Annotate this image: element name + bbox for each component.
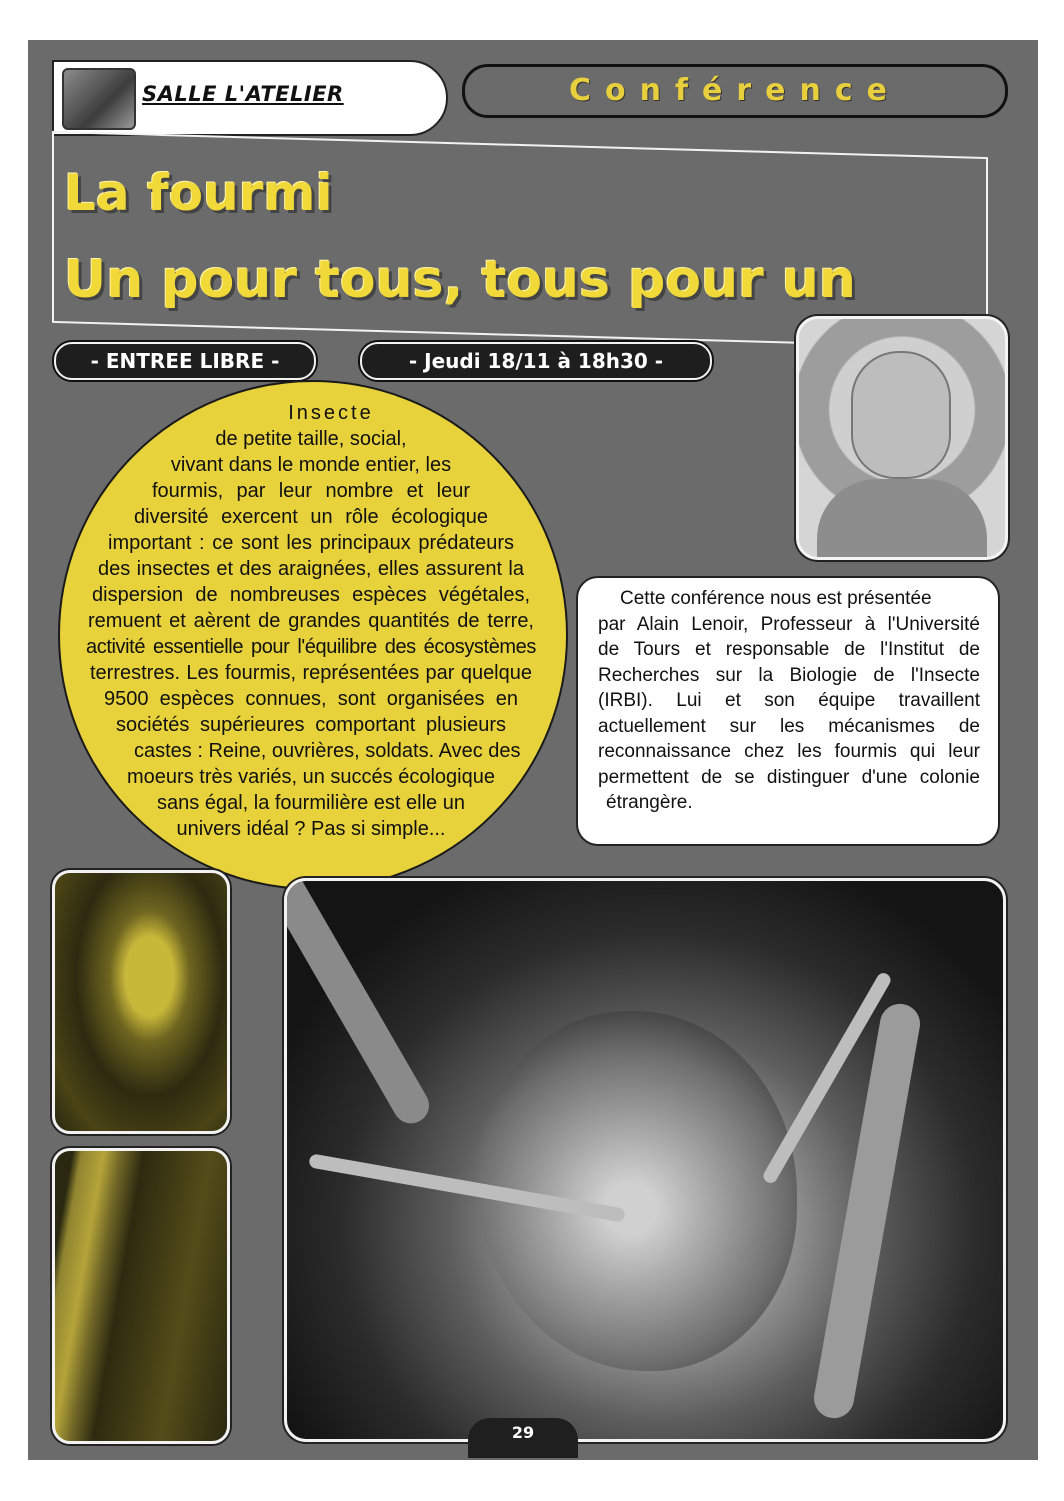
venue-label: SALLE L'ATELIER	[142, 82, 344, 106]
intro-line: castes : Reine, ouvrières, soldats. Avec des	[134, 740, 521, 762]
ant-on-branch-photo	[52, 1148, 230, 1444]
intro-line: important : ce sont les principaux prédateurs	[108, 532, 514, 554]
speaker-portrait	[796, 316, 1008, 560]
speaker-line: par Alain Lenoir, Professeur à l'Université	[598, 613, 980, 635]
intro-line: fourmis, par leur nombre et leur	[152, 480, 470, 502]
intro-line: vivant dans le monde entier, les	[170, 454, 452, 476]
intro-line: remuent et aèrent de grandes quantités de terre,	[88, 610, 534, 632]
speaker-line: de Tours et responsable de l'Institut de	[598, 639, 980, 660]
intro-line: dispersion de nombreuses espèces végétales,	[92, 584, 530, 606]
leafcutter-ant-photo	[52, 870, 230, 1134]
intro-line: des insectes et des araignées, elles assurent la	[98, 558, 524, 580]
speaker-line: (IRBI). Lui et son équipe travaillent	[598, 690, 980, 711]
venue-tab	[52, 60, 448, 136]
intro-line: univers idéal ? Pas si simple...	[176, 818, 446, 840]
intro-text	[86, 400, 536, 842]
speaker-line: Recherches sur la Biologie de l'Insecte	[598, 664, 980, 686]
portrait-shoulders	[817, 479, 987, 560]
ant-leg	[284, 878, 436, 1130]
category-label: Conférence	[568, 73, 901, 108]
speaker-line: étrangère.	[606, 792, 693, 813]
intro-line: diversité exercent un rôle écologique	[134, 506, 488, 528]
speaker-line: Cette conférence nous est présentée	[620, 588, 932, 609]
intro-line: de petite taille, social,	[215, 428, 407, 450]
page-number: 29	[468, 1418, 578, 1458]
intro-line: moeurs très variés, un succés écologique	[127, 766, 495, 788]
date-badge: - Jeudi 18/11 à 18h30 -	[360, 342, 712, 380]
speaker-line: reconnaissance chez les fourmis qui leur	[598, 741, 980, 762]
page-title: La fourmi	[64, 164, 333, 222]
speaker-text	[598, 586, 980, 816]
intro-line: activité essentielle pour l'équilibre des écosystèmes	[86, 636, 536, 658]
intro-line: sans égal, la fourmilière est elle un	[157, 792, 465, 814]
entry-badge: - ENTREE LIBRE -	[54, 342, 316, 380]
page-subtitle: Un pour tous, tous pour un	[64, 250, 856, 310]
magazine-page	[28, 40, 1038, 1460]
intro-line: Insecte	[288, 402, 374, 424]
intro-line: sociétés supérieures comportant plusieurs	[116, 714, 506, 736]
venue-thumbnail	[62, 68, 136, 130]
ant-head-micrograph	[284, 878, 1006, 1442]
portrait-face	[851, 351, 951, 479]
speaker-line: permettent de se distinguer d'une colonie	[598, 766, 980, 788]
category-banner	[462, 64, 1008, 118]
speaker-line: actuellement sur les mécanismes de	[598, 715, 980, 737]
intro-line: terrestres. Les fourmis, représentées par quelque	[90, 662, 532, 684]
intro-line: 9500 espèces connues, sont organisées en	[104, 688, 518, 710]
